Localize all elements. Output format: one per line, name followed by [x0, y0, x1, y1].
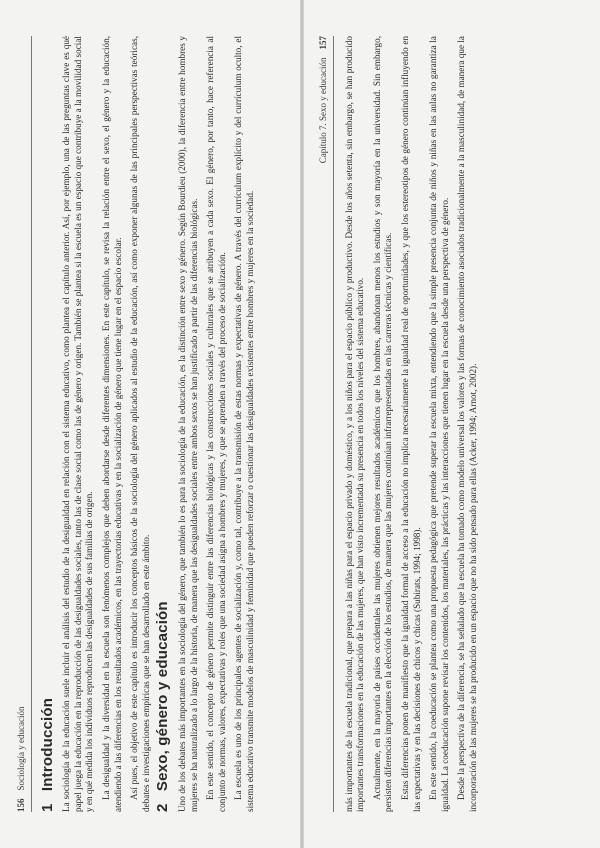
- body-paragraph: Desde la perspectiva de la diferencia, se ha señalado que la escuela ha tomado como modelo universal los valores y las formas de conocimiento asociados tradicionalmente a la masculinidad, de manera que la incorporación de las mujeres se ha producido en un espacio que no ha sido pensado para ellas (Acker, 1994; Arnot, 2002).: [456, 36, 478, 812]
- right-running-head: [318, 36, 330, 812]
- body-paragraph: En este sentido, la coeducación se plantea como una propuesta pedagógica que pretende superar la escuela mixta, entendiendo que la simple presencia conjunta de niños y niñas en las aulas no garantiza la igualdad. La coeducación supone revisar los contenidos, los materiales, las prácticas y las interacciones que tienen lugar en la escuela desde una perspectiva de género.: [428, 36, 450, 812]
- right-page: [304, 0, 600, 848]
- left-page-frame: [2, 0, 298, 848]
- left-page-number: 156: [16, 798, 26, 812]
- section-1-number: 1: [38, 803, 56, 812]
- body-paragraph: Actualmente, en la mayoría de países occidentales las mujeres obtienen mejores resultados académicos que los hombres, abandonan menos los estudios y son mayoría en la universidad. Sin embargo, persisten diferencias importantes en la elección de los estudios, de manera que las mujeres continúan infrarrepresentadas en las carreras técnicas y científicas.: [371, 36, 394, 812]
- section-1-title: Introducción: [38, 697, 56, 792]
- left-page: [2, 0, 298, 848]
- body-paragraph: Estas diferencias ponen de manifiesto que la igualdad formal de acceso a la educación no implica necesariamente la igualdad real de oportunidades, y que los estereotipos de género continúan influyendo en las expectativas y en las decisiones de chicos y chicas (Subirats, 1994; 1998).: [399, 36, 422, 812]
- section-2-number: 2: [154, 803, 172, 812]
- body-paragraph: más importantes de la escuela tradicional, que prepara a las niñas para el espacio privado y doméstico, y a los niños para el espacio público y productivo. Desde los años setenta, sin embargo, se han producido importantes transformaciones en la educación de las mujeres, que han visto incrementada su presencia en todos los niveles del sistema educativo.: [343, 36, 366, 812]
- section-2-paragraph: La escuela es uno de los principales agentes de socialización y, como tal, contribuye a la transmisión de estas normas y expectativas de género. A través del currículum explícito y del currículum oculto, el sistema educativo transmite modelos de masculinidad y feminidad que pueden reforzar o cuestionar las desigualdades existentes entre hombres y mujeres en la sociedad.: [233, 36, 255, 812]
- section-2-paragraph: Uno de los debates más importantes en la sociología del género, que también lo es para la sociología de la educación, es la distinción entre sexo y género. Según Bourdieu (2000), la diferencia entre hombres y mujeres se ha naturalizado a lo largo de la historia, de manera que las desigualdades sociales entre ambos sexos se han justificado a partir de las diferencias biológicas.: [176, 36, 199, 812]
- left-header-rule: [31, 36, 32, 812]
- section-2-title: Sexo, género y educación: [154, 601, 172, 792]
- right-page-frame: [304, 0, 600, 848]
- left-running-title: Sociología y educación: [16, 706, 26, 791]
- section-1-paragraph: Así pues, el objetivo de este capítulo es introducir los conceptos básicos de la sociología del género aplicados al estudio de la educación, así como exponer algunas de las principales perspectivas teóricas, debates e investigaciones empíricas que se han desarrollado en este ámbito.: [129, 36, 151, 812]
- section-1-paragraph: La sociología de la educación suele incluir el análisis del estudio de la desigualdad en relación con el sistema educativo, como plantea el capítulo anterior. Así, por ejemplo, una de las preguntas clave es qué papel juega la educación en la reproducción de las desigualdades sociales, tanto las de clase social como las de género y origen. También se plantea si la escuela es un espacio que contribuye a la movilidad social y en qué medida los individuos reproducen las desigualdades de sus familias de origen.: [61, 36, 95, 812]
- left-running-head: [16, 36, 28, 812]
- right-running-title: Capítulo 7. Sexo y educación: [318, 57, 328, 164]
- section-2-paragraph: En este sentido, el concepto de género permite distinguir entre las diferencias biológicas y las construcciones sociales y culturales que se atribuyen a cada sexo. El género, por tanto, hace referencia al conjunto de normas, valores, expectativas y roles que una sociedad asigna a hombres y mujeres, y que se aprenden a través del proceso de socialización.: [205, 36, 227, 812]
- right-page-number: 157: [318, 36, 328, 50]
- right-header-rule: [333, 36, 334, 812]
- section-2-heading: [154, 36, 172, 812]
- section-1-heading: [38, 36, 56, 812]
- section-1-paragraph: La desigualdad y la diversidad en la escuela son fenómenos complejos que deben abordarse desde diferentes dimensiones. En este capítulo, se revisa la relación entre el sexo, el género y la educación, atendiendo a las diferencias en los resultados académicos, en las trayectorias educativas y en la socialización de género que tiene lugar en el espacio escolar.: [100, 36, 123, 812]
